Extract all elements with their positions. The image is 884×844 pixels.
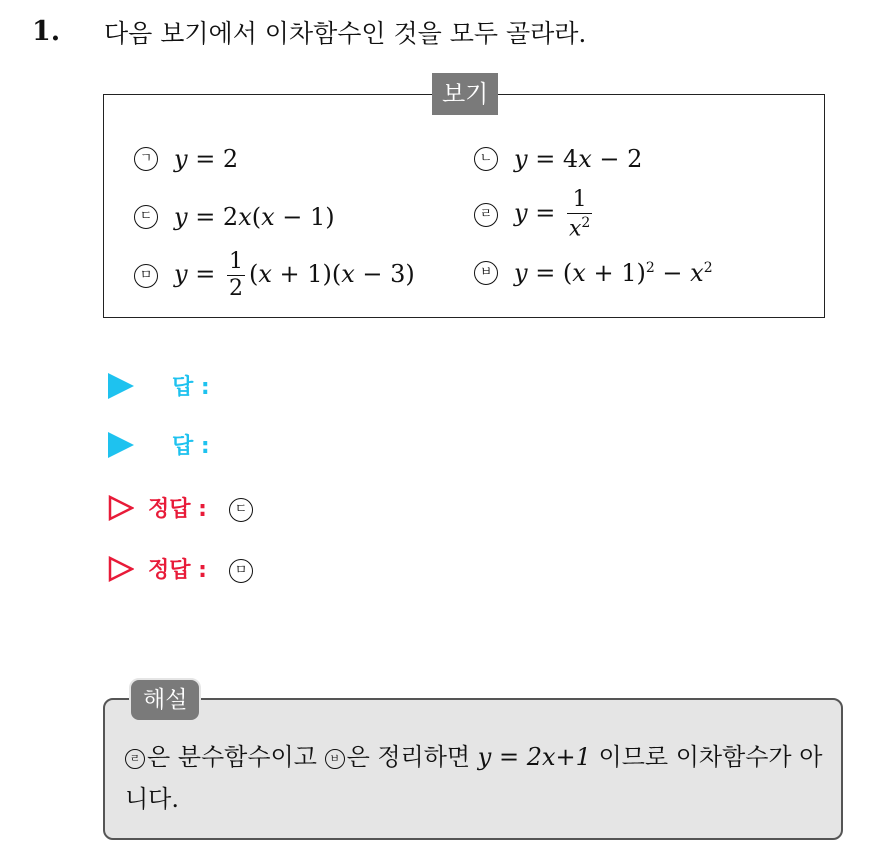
explanation-label: 해설 xyxy=(129,678,201,722)
explanation-text: ㄹ 은 분수함수이고 ㅂ 은 정리하면 y = 2x+1 이므로 이차함수가 아니다. xyxy=(125,743,823,813)
answer-label: 답 : xyxy=(172,375,210,400)
item-marker: ㄴ xyxy=(474,147,498,171)
item-marker: ㄱ xyxy=(134,147,158,171)
question-number: 1. xyxy=(32,16,61,47)
item-marker: ㅁ xyxy=(134,264,158,288)
explanation-formula: y = 2x+1 xyxy=(477,743,591,771)
bogi-item-4 xyxy=(474,189,596,240)
explanation-marker: ㅂ xyxy=(325,749,345,769)
item-expression: $y = (x + 1)^2 - x^2$ xyxy=(514,259,713,287)
correct-answer-label: 정답 : xyxy=(148,558,207,583)
item-expression: y = 2x(x − 1) xyxy=(174,203,335,231)
answer-blank-row-1 xyxy=(108,370,210,401)
fraction: $\frac{1}{x^2}$ xyxy=(568,187,591,242)
item-expression: y = $\frac{1}{2}$ (x + 1)(x − 3) xyxy=(174,249,415,301)
bogi-label: 보기 xyxy=(432,73,498,115)
triangle-fill-icon xyxy=(108,373,134,399)
answer-blank-row-2 xyxy=(108,429,210,460)
correct-answer-row-2 xyxy=(108,553,253,584)
explanation-marker: ㄹ xyxy=(125,749,145,769)
explanation-box xyxy=(103,687,843,840)
correct-answer-label: 정답 : xyxy=(148,497,207,522)
item-expression: y = $\frac{1}{x^2}$ xyxy=(514,187,591,242)
triangle-fill-icon xyxy=(108,432,134,458)
item-marker: ㅂ xyxy=(474,261,498,285)
bogi-item-6 xyxy=(474,259,713,287)
item-marker: ㄹ xyxy=(474,203,498,227)
item-expression: y = 4x − 2 xyxy=(514,145,643,173)
bogi-item-2 xyxy=(474,145,642,173)
correct-answer-row-1 xyxy=(108,492,253,523)
question-text: 다음 보기에서 이차함수인 것을 모두 골라라. xyxy=(104,19,587,48)
bogi-item-3 xyxy=(134,203,335,231)
bogi-item-1 xyxy=(134,145,238,173)
bogi-item-5 xyxy=(134,251,415,300)
answer-label: 답 : xyxy=(172,434,210,459)
item-marker: ㄷ xyxy=(134,205,158,229)
fraction: $\frac{1}{2}$ xyxy=(228,249,243,301)
correct-answer-value: ㄷ xyxy=(229,498,253,522)
triangle-outline-icon xyxy=(108,556,134,582)
item-expression: y = 2 xyxy=(174,145,239,173)
triangle-outline-icon xyxy=(108,495,134,521)
correct-answer-value: ㅁ xyxy=(229,559,253,583)
bogi-box xyxy=(103,80,825,318)
